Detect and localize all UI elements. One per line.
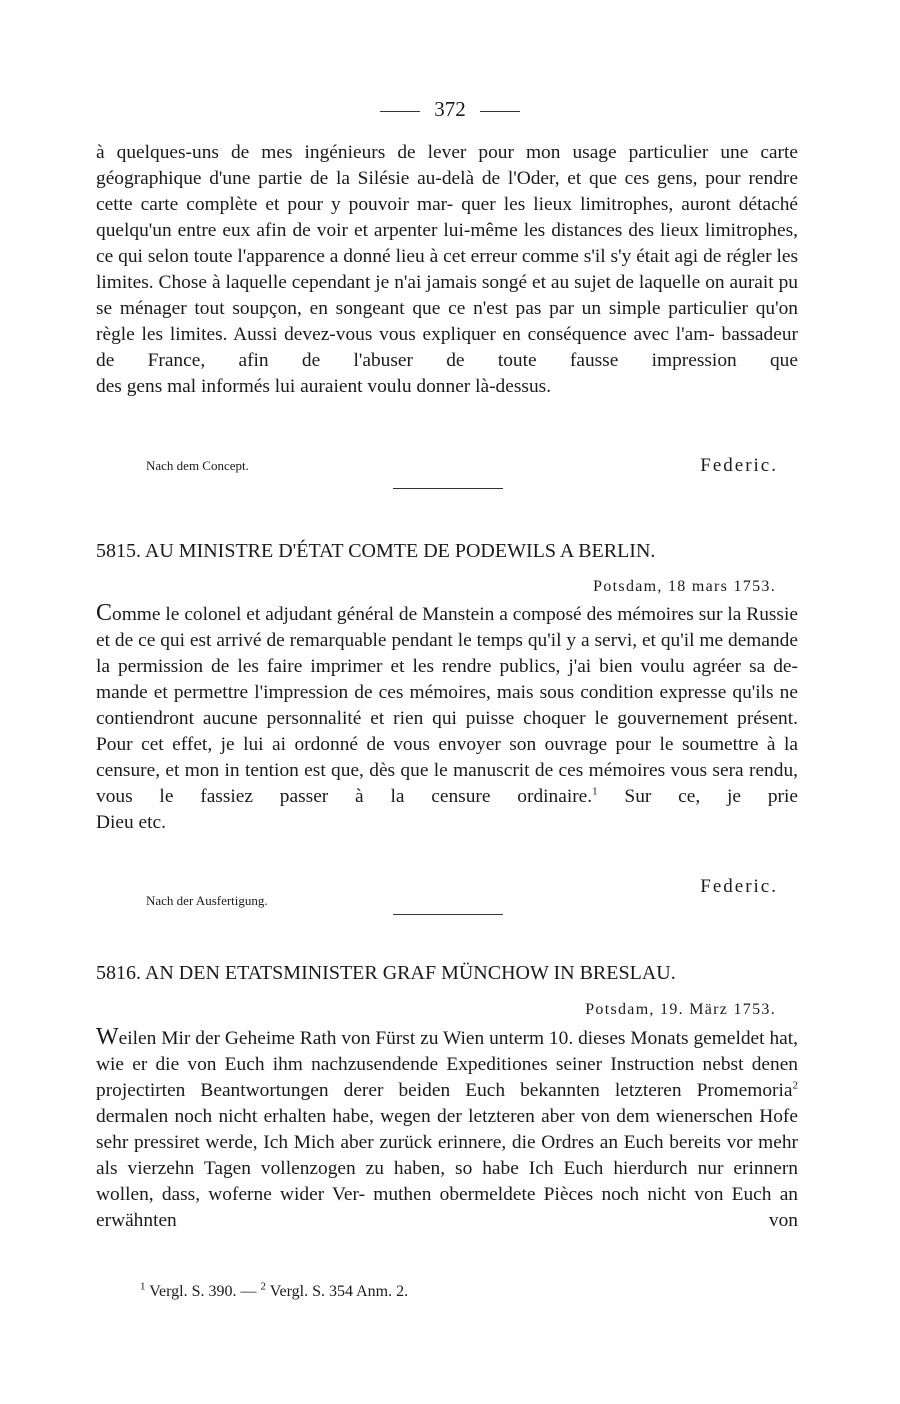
text-line: dieses Monats gemeldet hat, wie er die von Euch ihm nachzusendende — [96, 1028, 798, 1075]
text-line: omme le colonel et adjudant général de Manstein a composé des — [112, 604, 613, 625]
page-number-dash-right — [480, 111, 520, 112]
footnote-mark: 2 — [260, 1280, 266, 1293]
text-line: choquer le gouvernement présent. Pour cet effet, je lui ai ordonné de — [96, 708, 798, 755]
text-line: quer les lieux limitrophes, auront détaché quelqu'un entre eux afin de — [96, 194, 799, 241]
footnote-reference: 2 — [792, 1079, 798, 1092]
letter-body — [96, 600, 798, 836]
text-line: que ces gens, pour rendre cette carte complète et pour y pouvoir mar- — [96, 168, 798, 215]
text-line: vous envoyer son ouvrage pour le soumettre à la censure, et mon in — [96, 734, 798, 781]
letter-heading: 5816. AN DEN ETATSMINISTER GRAF MÜNCHOW IN BRESLAU. — [96, 962, 676, 984]
previous-letter-body — [96, 140, 798, 400]
dateline: Potsdam, 19. März 1753. — [585, 1001, 776, 1018]
footnote-text: Vergl. S. 390. — — [145, 1283, 261, 1300]
text-line: Hofe sehr pressiret werde, Ich Mich aber zurück erinnere, die Ordres — [96, 1106, 798, 1153]
footnote-mark: 1 — [140, 1280, 146, 1293]
footnote-text: Vergl. S. 354 Anm. 2. — [265, 1283, 409, 1300]
dateline: Potsdam, 18 mars 1753. — [593, 578, 776, 595]
footnotes — [140, 1281, 408, 1303]
text-line: mémoires sur la Russie et de ce qui est arrivé de remarquable pendant — [96, 604, 798, 651]
text-line: bassadeur de France, afin de l'abuser de toute fausse impression que — [96, 324, 798, 371]
text-line: en songeant que ce n'est pas par un simple particulier qu'on règle les — [96, 298, 798, 345]
letter-text — [96, 600, 798, 836]
text-line: dermalen noch — [96, 1106, 213, 1127]
initial-letter: W — [96, 1024, 119, 1050]
signature: Federic. — [700, 455, 778, 476]
text-line: nicht erhalten habe, wegen der letzteren aber von dem wienerschen — [218, 1106, 753, 1127]
page-number-dash-left — [380, 111, 420, 112]
text-line: à quelques-uns de mes ingénieurs de lever pour mon usage particulier — [96, 142, 709, 163]
letter-body — [96, 1024, 798, 1234]
text-line: faire imprimer et les rendre publics, j'ai bien voulu agréer sa de- — [266, 656, 798, 677]
letter-heading: 5815. AU MINISTRE D'ÉTAT COMTE DE PODEWILS A BERLIN. — [96, 540, 656, 562]
signature: Federic. — [700, 876, 778, 897]
source-note: Nach dem Concept. — [146, 458, 249, 473]
text-line: limites. Aussi devez-vous vous expliquer en conséquence avec l'am- — [169, 324, 715, 345]
text-line: habe Ich Euch hierdurch nur erinnern wollen, dass, woferne wider Ver- — [96, 1158, 798, 1205]
text-line: voir et arpenter lui-même les distances des lieux limitrophes, ce qui — [96, 220, 798, 267]
initial-letter: C — [96, 600, 113, 626]
source-note: Nach der Ausfertigung. — [146, 893, 268, 908]
footnote-reference: 1 — [592, 785, 598, 798]
page-number: 372 — [0, 96, 900, 122]
text-line: le temps qu'il y a servi, et qu'il me demande la permission de les — [96, 630, 798, 677]
text-line: Sur ce, je prie — [597, 786, 798, 807]
text-line: mande et permettre l'impression de ces mémoires, mais sous condition — [96, 682, 654, 703]
section-divider — [393, 488, 503, 489]
letter-text — [96, 1024, 798, 1234]
text-line: selon toute l'apparence a donné lieu à cet erreur comme s'il s'y était — [147, 246, 670, 267]
text-line: Expeditiones seiner Instruction nebst denen projectirten Beantwortungen — [96, 1054, 798, 1101]
text-line: Dieu etc. — [96, 812, 166, 833]
text-line: derer beiden Euch bekannten letzteren Promemoria — [343, 1080, 793, 1101]
text-line: une carte géographique d'une partie de la Silésie au-delà de l'Oder, et — [96, 142, 798, 189]
text-line: tention est que, dès que le manuscrit de ces mémoires vous sera — [244, 760, 744, 781]
text-line: muthen obermeldete Pièces noch nicht von Euch an erwähnten von — [96, 1184, 798, 1231]
text-line: an Euch bereits vor mehr als vierzehn Tagen vollenzogen zu haben, so — [96, 1132, 798, 1179]
text-line: songé et au sujet de laquelle on aurait pu se ménager tout soupçon, — [96, 272, 798, 319]
section-divider — [393, 914, 503, 915]
previous-letter-text — [96, 140, 798, 400]
text-line: agi de régler les limites. Chose à laquelle cependant je n'ai jamais — [96, 246, 798, 293]
text-line: expresse qu'ils ne contiendront aucune personnalité et rien qui puisse — [96, 682, 798, 729]
text-line: eilen Mir der Geheime Rath von Fürst zu Wien unterm 10. — [118, 1028, 574, 1049]
text-line: des gens mal informés lui auraient voulu donner là-dessus. — [96, 376, 552, 397]
text-line: rendu, vous le fassiez passer à la censure ordinaire. — [96, 760, 798, 807]
